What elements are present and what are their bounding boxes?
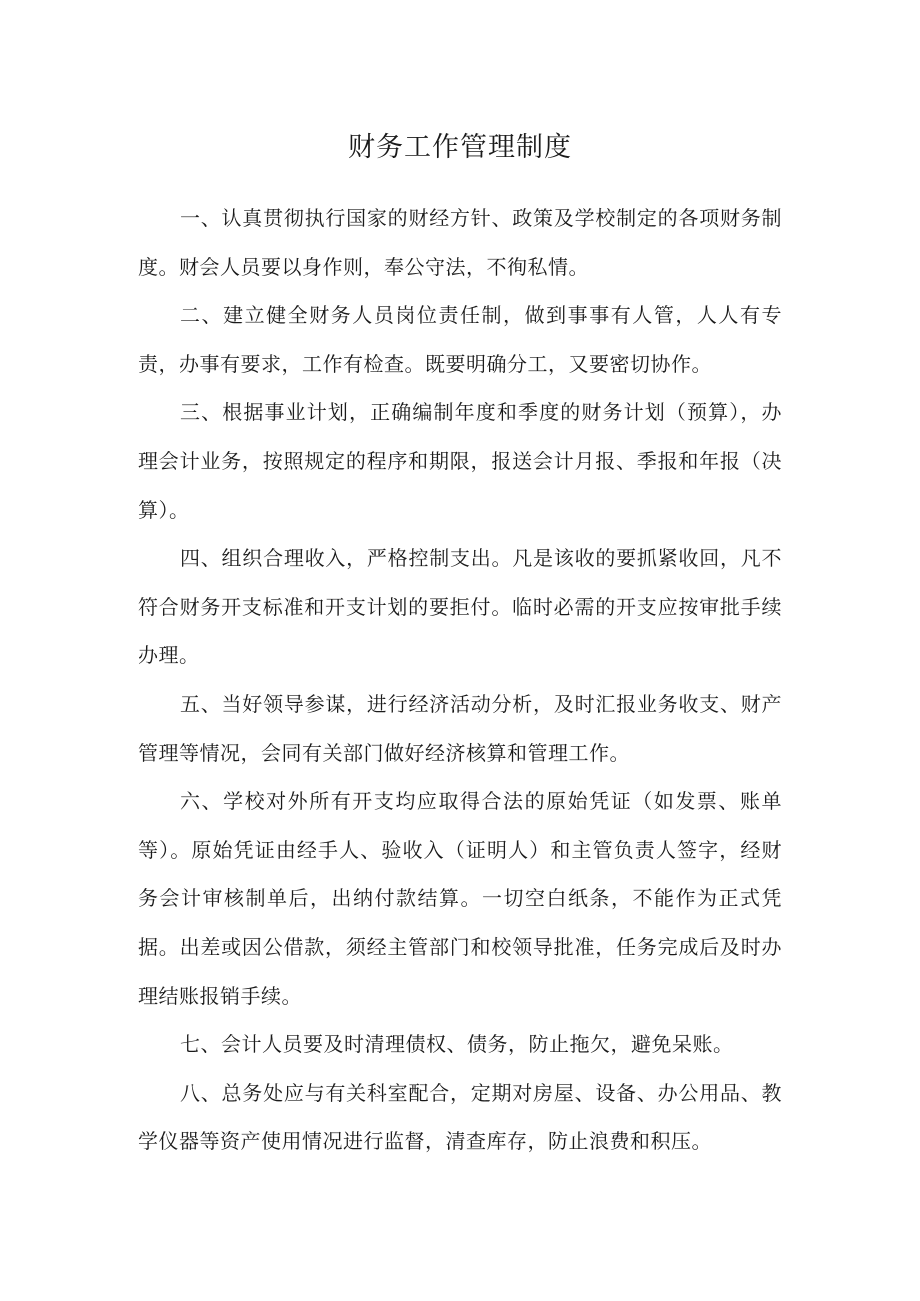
clause-6: 六、学校对外所有开支均应取得合法的原始凭证（如发票、账单等）。原始凭证由经手人、验收入（证明人）和主管负责人签字，经财务会计审核制单后，出纳付款结算。一切空白纸条，不能作为正式凭据。出差或因公借款，须经主管部门和校领导批准，任务完成后及时办理结账报销手续。 xyxy=(138,789,782,1008)
clause-4: 四、组织合理收入，严格控制支出。凡是该收的要抓紧收回，凡不符合财务开支标准和开支计划的要拒付。临时必需的开支应按审批手续办理。 xyxy=(138,546,782,668)
clause-1: 一、认真贯彻执行国家的财经方针、政策及学校制定的各项财务制度。财会人员要以身作则，奉公守法，不徇私情。 xyxy=(138,206,782,279)
clause-3: 三、根据事业计划，正确编制年度和季度的财务计划（预算），办理会计业务，按照规定的程序和期限，报送会计月报、季报和年报（决算）。 xyxy=(138,400,782,522)
clause-8: 八、总务处应与有关科室配合，定期对房屋、设备、办公用品、教学仪器等资产使用情况进行监督，清查库存，防止浪费和积压。 xyxy=(138,1080,782,1154)
clause-5: 五、当好领导参谋，进行经济活动分析，及时汇报业务收支、财产管理等情况，会同有关部门做好经济核算和管理工作。 xyxy=(138,691,782,765)
document-body xyxy=(138,194,782,1166)
clause-7: 七、会计人员要及时清理债权、债务，防止拖欠，避免呆账。 xyxy=(180,1032,734,1057)
clause-2: 二、建立健全财务人员岗位责任制，做到事事有人管，人人有专责，办事有要求，工作有检查。既要明确分工，又要密切协作。 xyxy=(138,303,782,376)
document-title: 财务工作管理制度 xyxy=(348,132,572,163)
